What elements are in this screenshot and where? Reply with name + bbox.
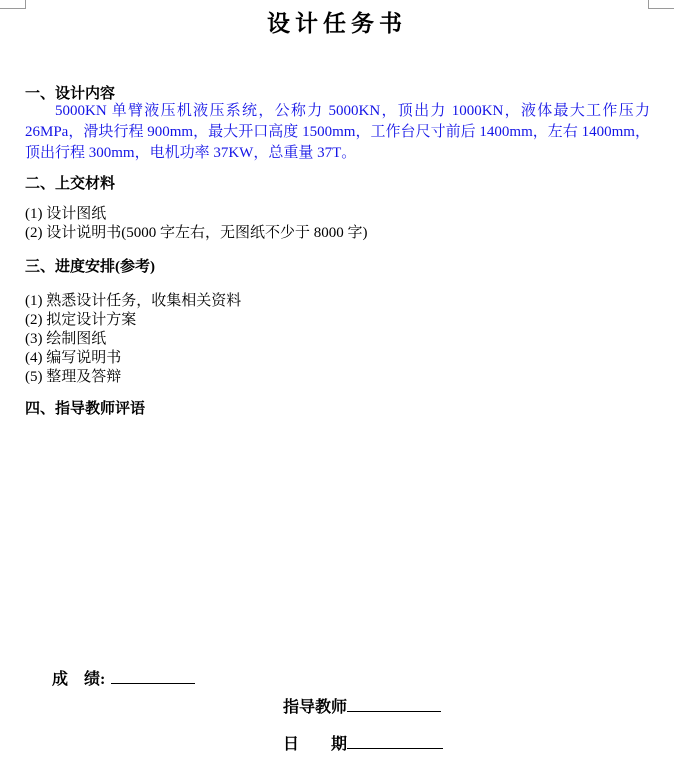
list-item: (2) 设计说明书(5000 字左右，无图纸不少于 8000 字): [25, 225, 368, 241]
date-label: 日 期: [283, 736, 348, 753]
list-item: (2) 拟定设计方案: [25, 312, 137, 328]
list-item: (4) 编写说明书: [25, 350, 122, 366]
section-heading-design-content: 一、设计内容: [25, 86, 116, 102]
text-boundary-mark-top-left: [0, 0, 26, 9]
score-blank-rule: [111, 668, 195, 684]
design-content-paragraph: 5000KN 单臂液压机液压系统，公称力 5000KN，顶出力 1000KN，液体最大工作压力 26MPa，滑块行程 900mm，最大开口高度 1500mm，工作台尺寸前后 1400mm，左右 1400mm，顶出行程 300mm，电机功率 37KW，总重量 37T。: [25, 103, 650, 161]
date-signature-line: [283, 733, 443, 754]
list-item: (1) 熟悉设计任务，收集相关资料: [25, 293, 242, 309]
advisor-signature-line: [283, 696, 441, 717]
score-signature-line: [52, 668, 195, 689]
schedule-list: [25, 292, 241, 387]
section-heading-advisor-comments: 四、指导教师评语: [25, 401, 146, 417]
text-boundary-mark-top-right: [648, 0, 674, 9]
score-label: 成 绩:: [52, 671, 106, 688]
document-title: 设计任务书: [267, 11, 407, 36]
advisor-label: 指导教师: [283, 699, 348, 716]
date-blank-rule: [347, 733, 443, 749]
advisor-blank-rule: [347, 696, 441, 712]
section-heading-schedule: 三、进度安排(参考): [25, 259, 155, 275]
list-item: (5) 整理及答辩: [25, 369, 122, 385]
list-item: (1) 设计图纸: [25, 206, 107, 222]
deliverables-list: [25, 205, 367, 243]
section-heading-deliverables: 二、上交材料: [25, 176, 116, 192]
list-item: (3) 绘制图纸: [25, 331, 107, 347]
